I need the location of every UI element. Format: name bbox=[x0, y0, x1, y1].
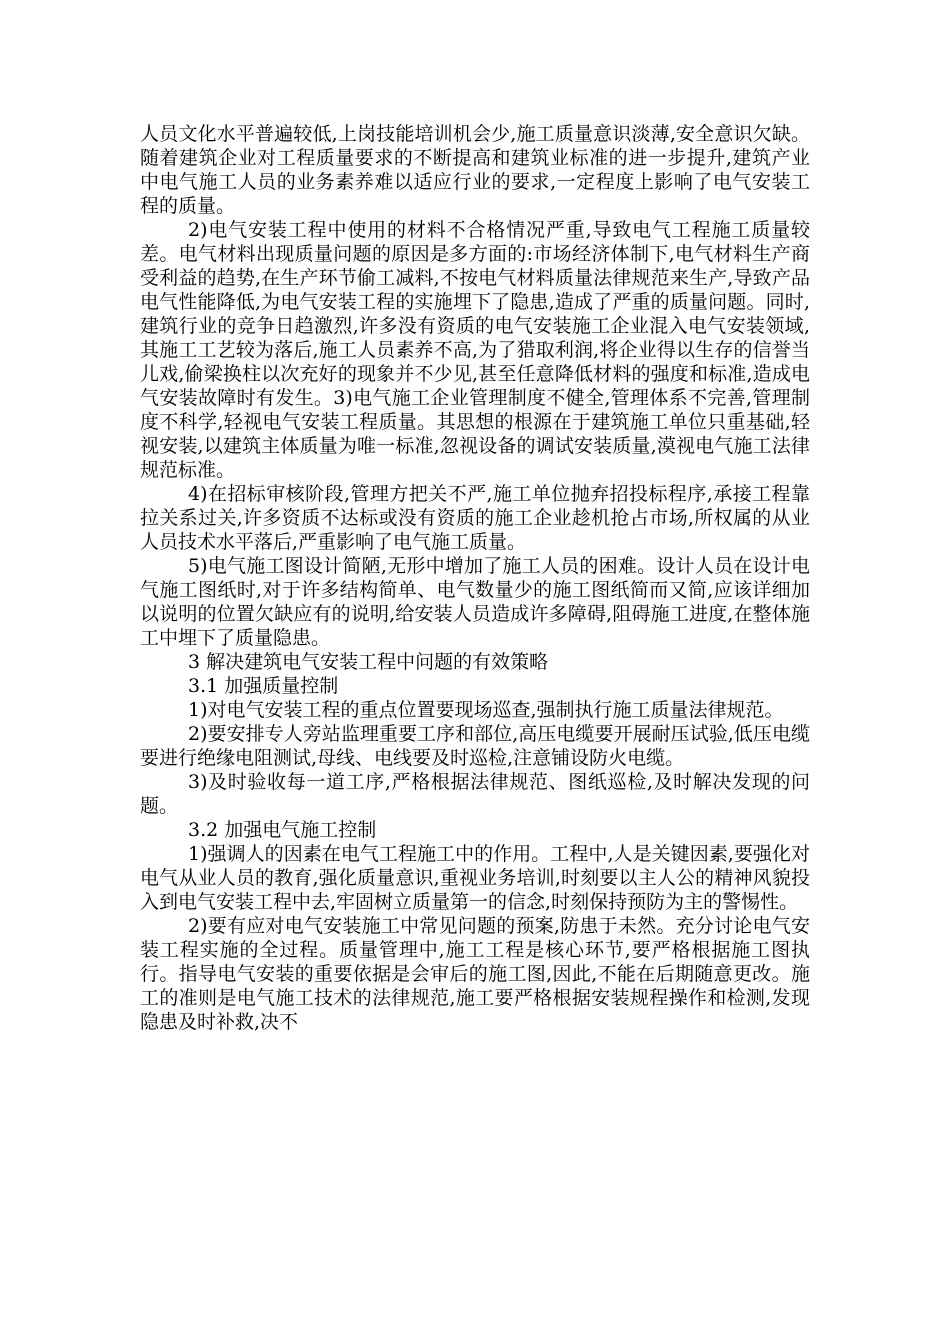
paragraph-3-1-item-2: 2)要安排专人旁站监理重要工序和部位,高压电缆要开展耐压试验,低压电缆要进行绝缘电阻测试,母线、电线要及时巡检,注意铺设防火电缆。 bbox=[140, 723, 810, 769]
subsection-heading-3-1: 3.1 加强质量控制 bbox=[188, 675, 339, 697]
document-body bbox=[140, 122, 810, 1034]
section-heading-3: 3 解决建筑电气安装工程中问题的有效策略 bbox=[188, 651, 549, 673]
paragraph-3-1-item-3: 3)及时验收每一道工序,严格根据法律规范、图纸巡检,及时解决发现的问题。 bbox=[140, 771, 810, 817]
paragraph-bidding-stage: 4)在招标审核阶段,管理方把关不严,施工单位抛弃招投标程序,承接工程靠拉关系过关,许多资质不达标或没有资质的施工企业趁机抢占市场,所权属的从业人员技术水平落后,严重影响了电气施工质量。 bbox=[140, 483, 810, 553]
paragraph-continuation: 人员文化水平普遍较低,上岗技能培训机会少,施工质量意识淡薄,安全意识欠缺。随着建筑企业对工程质量要求的不断提高和建筑业标准的进一步提升,建筑产业中电气施工人员的业务素养难以适应行业的要求,一定程度上影响了电气安装工程的质量。 bbox=[140, 123, 810, 217]
paragraph-material-quality: 2)电气安装工程中使用的材料不合格情况严重,导致电气工程施工质量较差。电气材料出现质量问题的原因是多方面的:市场经济体制下,电气材料生产商受利益的趋势,在生产环节偷工减料,不按电气材料质量法律规范来生产,导致产品电气性能降低,为电气安装工程的实施埋下了隐患,造成了严重的质量问题。同时,建筑行业的竞争日趋激烈,许多没有资质的电气安装施工企业混入电气安装领域,其施工工艺较为落后,施工人员素养不高,为了猎取利润,将企业得以生存的信誉当儿戏,偷梁换柱以次充好的现象并不少见,甚至任意降低材料的强度和标准,造成电气安装故障时有发生。3)电气施工企业管理制度不健全,管理体系不完善,管理制度不科学,轻视电气安装工程质量。其思想的根源在于建筑施工单位只重基础,轻视安装,以建筑主体质量为唯一标准,忽视设备的调试安装质量,漠视电气施工法律规范标准。 bbox=[140, 219, 810, 481]
paragraph-3-1-item-1: 1)对电气安装工程的重点位置要现场巡查,强制执行施工质量法律规范。 bbox=[188, 699, 784, 721]
paragraph-3-2-item-2: 2)要有应对电气安装施工中常见问题的预案,防患于未然。充分讨论电气安装工程实施的全过程。质量管理中,施工工程是核心环节,要严格根据施工图执行。指导电气安装的重要依据是会审后的施工图,因此,不能在后期随意更改。施工的准则是电气施工技术的法律规范,施工要严格根据安装规程操作和检测,发现隐患及时补救,决不 bbox=[140, 915, 810, 1033]
paragraph-design-drawings: 5)电气施工图设计简陋,无形中增加了施工人员的困难。设计人员在设计电气施工图纸时,对于许多结构简单、电气数量少的施工图纸简而又简,应该详细加以说明的位置欠缺应有的说明,给安装人员造成许多障碍,阻碍施工进度,在整体施工中埋下了质量隐患。 bbox=[140, 555, 810, 649]
paragraph-3-2-item-1: 1)强调人的因素在电气工程施工中的作用。工程中,人是关键因素,要强化对电气从业人员的教育,强化质量意识,重视业务培训,时刻要以主人公的精神风貌投入到电气安装工程中去,牢固树立质量第一的信念,时刻保持预防为主的警惕性。 bbox=[140, 843, 810, 913]
subsection-heading-3-2: 3.2 加强电气施工控制 bbox=[188, 819, 377, 841]
